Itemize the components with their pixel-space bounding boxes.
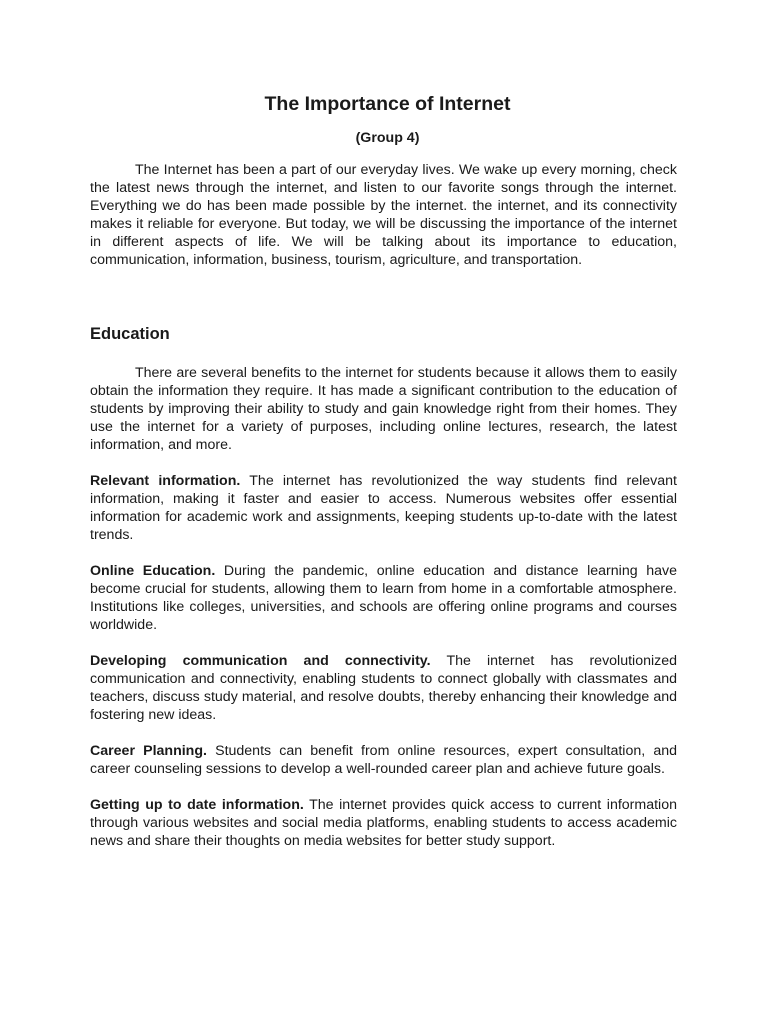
point-text: Students can benefit from online resources, expert consultation, and career counseling sessions to develop a well-rounded career plan and achieve future goals. [90,743,677,777]
point-online-education [90,562,677,634]
point-text: During the pandemic, online education and distance learning have become crucial for students, allowing them to learn from home in a comfortable atmosphere. Institutions like colleges, universities, and schools are offering online programs and courses worldwide. [90,563,677,633]
document-page [90,92,677,850]
point-career-planning [90,742,677,778]
point-relevant-information [90,472,677,544]
education-intro-paragraph: There are several benefits to the internet for students because it allows them to easily obtain the information they require. It has made a significant contribution to the education of students by improving their ability to study and gain knowledge right from their homes. They use the internet for a variety of purposes, including online lectures, research, the latest information, and more. [90,365,677,453]
document-title: The Importance of Internet [264,93,511,115]
point-up-to-date-information [90,796,677,850]
intro-paragraph: The Internet has been a part of our everyday lives. We wake up every morning, check the latest news through the internet, and listen to our favorite songs through the internet. Everything we do has been made possible by the internet. the internet, and its connectivity makes it reliable for everyone. But today, we will be discussing the importance of the internet in different aspects of life. We will be talking about its importance to education, communication, information, business, tourism, agriculture, and transportation. [90,162,677,268]
point-lead: Getting up to date information. [90,797,304,813]
point-text: The internet provides quick access to current information through various websites and social media platforms, enabling students to access academic news and share their thoughts on media websites for better study support. [90,797,677,849]
section-heading-education: Education [90,325,170,343]
document-subtitle: (Group 4) [355,130,420,146]
point-lead: Online Education. [90,563,216,579]
point-lead: Career Planning. [90,743,207,759]
point-communication-connectivity [90,652,677,724]
point-text: The internet has revolutionized communication and connectivity, enabling students to connect globally with classmates and teachers, discuss study material, and resolve doubts, thereby enhancing their knowledge and fostering new ideas. [90,653,677,723]
point-lead: Developing communication and connectivity. [90,653,431,669]
point-text: The internet has revolutionized the way students find relevant information, making it faster and easier to access. Numerous websites offer essential information for academic work and assignments, keeping students up-to-date with the latest trends. [90,473,677,543]
point-lead: Relevant information. [90,473,241,489]
